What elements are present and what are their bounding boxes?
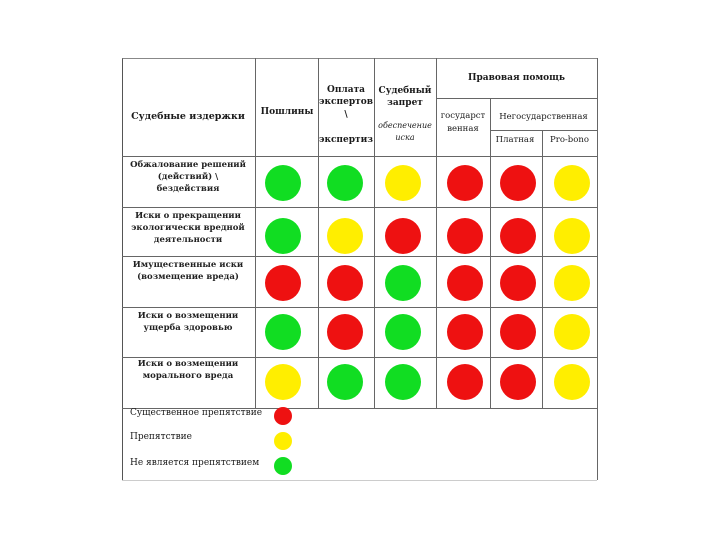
status-dot-red (500, 364, 536, 400)
grid-vline (542, 130, 543, 408)
status-dot-red (447, 218, 483, 254)
column-header-paid: Платная (495, 135, 535, 145)
status-dot-red (327, 314, 363, 350)
row-label-line: бездействия (156, 184, 220, 194)
row-label-line: Имущественные иски (132, 260, 244, 270)
row-label-line: деятельности (153, 235, 223, 245)
row-label-line: экологически вредной (131, 223, 245, 233)
grid-vline (436, 58, 437, 408)
row-label-moral (122, 358, 254, 382)
column-header-non-state: Негосударственная (499, 112, 588, 122)
legend-label-no-obstacle: Не является препятствием (130, 458, 260, 468)
status-dot-yellow (554, 265, 590, 301)
status-dot-green (265, 314, 301, 350)
row-label-line: Иски о прекращении (135, 211, 241, 221)
status-dot-yellow (554, 314, 590, 350)
status-dot-yellow (554, 165, 590, 201)
row-label-line: Иски о возмещении (137, 359, 239, 369)
status-dot-green (385, 364, 421, 400)
status-dot-green (327, 364, 363, 400)
status-dot-green (385, 265, 421, 301)
row-label-line: ущерба здоровью (143, 323, 233, 333)
grid-vline (597, 58, 598, 480)
row-label-termination (122, 210, 254, 246)
status-dot-yellow (385, 165, 421, 201)
legend-dot-no-obstacle (274, 457, 292, 475)
status-dot-red (500, 314, 536, 350)
grid-hline (122, 156, 597, 157)
row-label-appeal (122, 159, 254, 195)
legend-label-substantial: Существенное препятствие (130, 408, 263, 418)
status-dot-green (385, 314, 421, 350)
column-header-legal-aid: Правовая помощь (467, 73, 565, 83)
row-label-line: (действий) \ (157, 172, 219, 182)
status-dot-yellow (327, 218, 363, 254)
status-dot-red (385, 218, 421, 254)
legend-label-obstacle: Препятствие (130, 432, 193, 442)
grid-vline (255, 58, 256, 408)
column-header-injunction-line1: Судебный (378, 86, 432, 96)
status-dot-red (500, 265, 536, 301)
grid-hline (490, 130, 597, 131)
status-dot-red (447, 314, 483, 350)
grid-hline (122, 256, 597, 257)
status-dot-red (447, 265, 483, 301)
grid-vline (374, 58, 375, 408)
column-header-injunction-line2: запрет (387, 98, 423, 108)
row-header: Судебные издержки (131, 111, 245, 122)
column-header-pro-bono: Pro-bono (550, 135, 589, 145)
column-header-fees: Пошлины (260, 107, 314, 117)
legend-dot-substantial (274, 407, 292, 425)
grid-hline (436, 98, 597, 99)
column-header-injunction-sub1: обеспечение (378, 121, 432, 130)
row-label-property (122, 259, 254, 283)
status-dot-green (265, 218, 301, 254)
status-dot-yellow (265, 364, 301, 400)
status-dot-red (500, 165, 536, 201)
status-dot-red (265, 265, 301, 301)
status-dot-red (447, 364, 483, 400)
grid-hline (122, 207, 597, 208)
status-dot-red (447, 165, 483, 201)
status-dot-green (265, 165, 301, 201)
status-dot-green (327, 165, 363, 201)
status-dot-yellow (554, 364, 590, 400)
column-header-experts-line3: \ (344, 110, 348, 120)
row-label-line: Обжалование решений (130, 160, 246, 170)
grid-vline (490, 98, 491, 408)
status-dot-yellow (554, 218, 590, 254)
row-label-line: (возмещение вреда) (137, 272, 239, 282)
legend-dot-obstacle (274, 432, 292, 450)
status-dot-red (327, 265, 363, 301)
grid-vline (318, 58, 319, 408)
row-label-line: морального вреда (142, 371, 234, 381)
grid-hline (122, 307, 597, 308)
column-header-state-line2: венная (447, 124, 479, 134)
row-label-line: Иски о возмещении (137, 311, 239, 321)
column-header-experts-line4: экспертиз (318, 135, 374, 145)
grid-hline (122, 480, 597, 481)
column-header-injunction-sub2: иска (395, 133, 415, 142)
column-header-experts-line2: экспертов (319, 97, 373, 107)
column-header-state-line1: государст (440, 111, 486, 121)
column-header-experts-line1: Оплата (326, 85, 365, 95)
status-dot-red (500, 218, 536, 254)
row-label-health (122, 310, 254, 334)
